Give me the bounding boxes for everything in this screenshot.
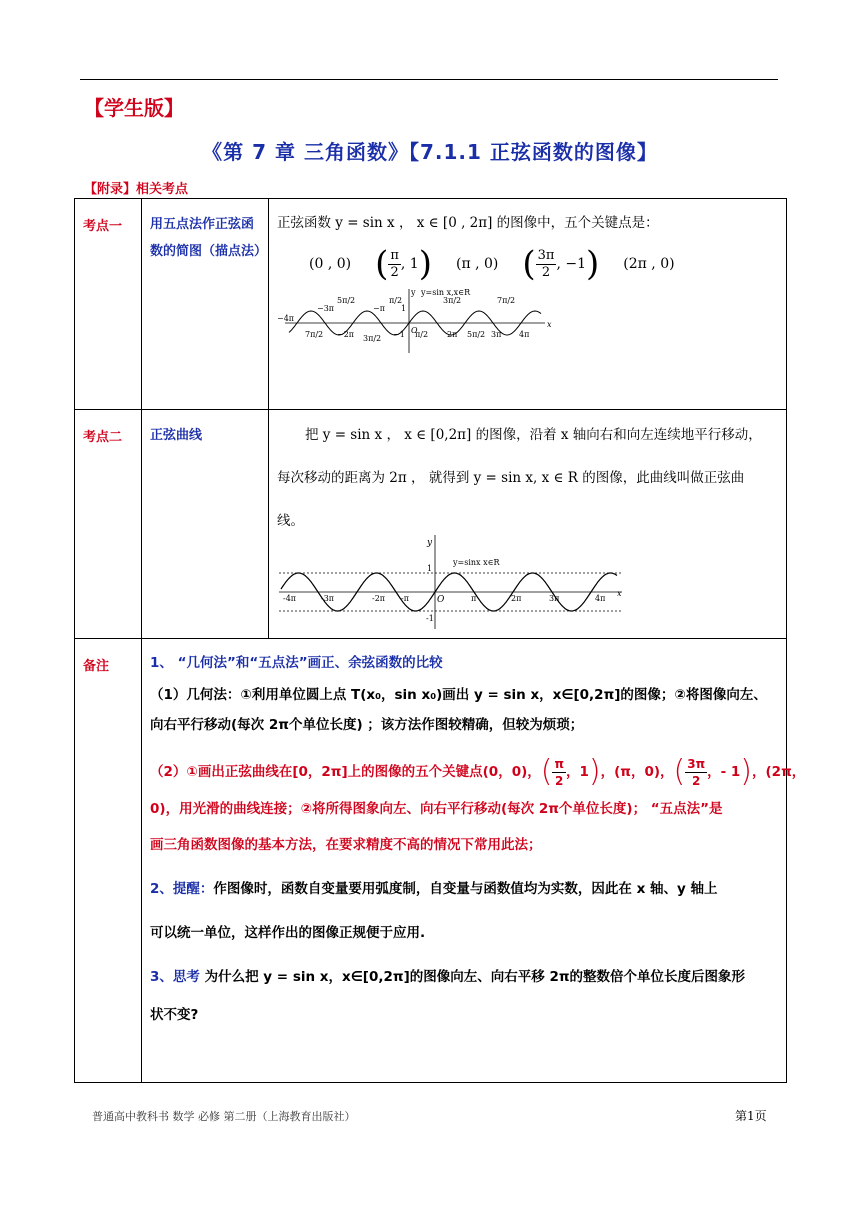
svg-text:3π/2: 3π/2 — [443, 296, 462, 305]
table-row — [75, 410, 787, 639]
svg-text:x: x — [547, 320, 552, 329]
row-label: 考点一 — [83, 219, 123, 234]
svg-text:y=sin x,x∈R: y=sin x,x∈R — [421, 288, 471, 297]
svg-text:4π: 4π — [519, 330, 530, 339]
svg-text:π: π — [471, 594, 477, 603]
row-label: 备注 — [83, 659, 110, 674]
svg-text:−3π: −3π — [317, 304, 335, 313]
appendix-heading: 【附录】相关考点 — [84, 182, 189, 197]
svg-text:y: y — [427, 538, 433, 548]
key-point: (2π , 0) — [623, 256, 675, 272]
svg-text:x: x — [617, 589, 622, 598]
row-text: 把 y = sin x ， x ∈ [0,2π] 的图像，沿着 x 轴向右和向左连续地平行移动， 每次移动的距离为 2π ， 就得到 y = sin x, x ∈ R 的图像，此曲线叫做正弦曲 线。 — [277, 427, 762, 529]
knowledge-table — [74, 198, 806, 1083]
svg-text:4π: 4π — [595, 594, 606, 603]
key-point: ( $\frac{\pi}{2}$ , 1 ) — [375, 244, 432, 284]
svg-text:−2π: −2π — [337, 330, 355, 339]
svg-text:1: 1 — [427, 564, 433, 573]
svg-text:1: 1 — [401, 304, 407, 313]
sine-graph-small — [275, 285, 565, 357]
page-title: 《第 7 章 三角函数》【7.1.1 正弦函数的图像】 — [202, 140, 658, 164]
svg-text:O: O — [437, 595, 445, 605]
row-topic: 正弦曲线 — [150, 428, 203, 443]
svg-text:2π: 2π — [447, 330, 458, 339]
svg-text:3π: 3π — [491, 330, 502, 339]
svg-text:-2π: -2π — [372, 594, 386, 603]
footer-source: 普通高中教科书 数学 必修 第二册（上海教育出版社） — [92, 1110, 356, 1123]
sine-graph-large — [277, 533, 627, 631]
row-label: 考点二 — [83, 430, 123, 445]
svg-text:-4π: -4π — [283, 594, 297, 603]
svg-text:−4π: −4π — [277, 314, 295, 323]
svg-text:−1: −1 — [393, 330, 405, 339]
top-rule — [80, 79, 778, 80]
svg-text:5π/2: 5π/2 — [337, 296, 356, 305]
svg-text:π/2: π/2 — [389, 296, 403, 305]
row-topic: 用五点法作正弦函数的简图（描点法） — [150, 217, 268, 259]
svg-text:7π/2: 7π/2 — [305, 330, 324, 339]
remarks: 1、 “几何法”和“五点法”画正、余弦函数的比较 （1）几何法：①利用单位圆上点 T(x₀，sin x₀)画出 y = sin x，x∈[0,2π]的图像；②将图像向左、 向右平行移动(每次 2π个单位长度) ；该方法作图较精确，但较为烦琐； （2）①画出正弦曲线在[0，2π]上的图像的五个关键点(0，0)， ( $\frac{\pi}{2}$ ，1 ) ，(π，0)， ( $\frac{3\pi}{2}$ ，- 1 ) ，(2π， 0)，用光滑的曲线连接；②将所得图象向左、向右平行移动(每次 2π个单位长度)； “五点法”是 画三角函数图像的基本方法，在要求精度不高的情况下常用此法； 2、提醒：作图像时，函数自变量要用弧度制，自变量与函数值均为实数，因此在 x 轴、y 轴上 可以统一单位，这样作出的图像正规便于应用. 3、思考 为什么把 y = sin x，x∈[0,2π]的图像向左、向右平移 2π的整数倍个单位长度后图象形 状不变? — [150, 655, 806, 1023]
svg-text:O: O — [411, 326, 418, 335]
svg-text:2π: 2π — [511, 594, 522, 603]
student-edition-badge: 【学生版】 — [84, 96, 184, 120]
svg-text:y: y — [411, 288, 416, 297]
key-point: ( $\frac{3\pi}{2}$ , −1 ) — [522, 244, 600, 284]
svg-text:3π: 3π — [549, 594, 560, 603]
key-point: (π , 0) — [455, 256, 499, 272]
svg-text:y=sinx x∈R: y=sinx x∈R — [453, 558, 500, 567]
row-text: 正弦函数 y = sin x ， x ∈ [0 , 2π] 的图像中，五个关键点是： — [277, 215, 659, 231]
svg-text:π/2: π/2 — [415, 330, 429, 339]
svg-text:-3π: -3π — [321, 594, 335, 603]
table-row — [75, 199, 787, 410]
key-point: (0 , 0) — [309, 256, 352, 272]
svg-text:5π/2: 5π/2 — [467, 330, 486, 339]
svg-text:-π: -π — [401, 594, 409, 603]
table-row — [75, 639, 787, 1083]
key-points — [269, 237, 786, 284]
svg-text:-1: -1 — [426, 614, 434, 623]
svg-text:3π/2: 3π/2 — [363, 334, 382, 343]
svg-text:7π/2: 7π/2 — [497, 296, 516, 305]
svg-text:−π: −π — [373, 304, 385, 313]
page-number: 第1页 — [735, 1109, 767, 1123]
